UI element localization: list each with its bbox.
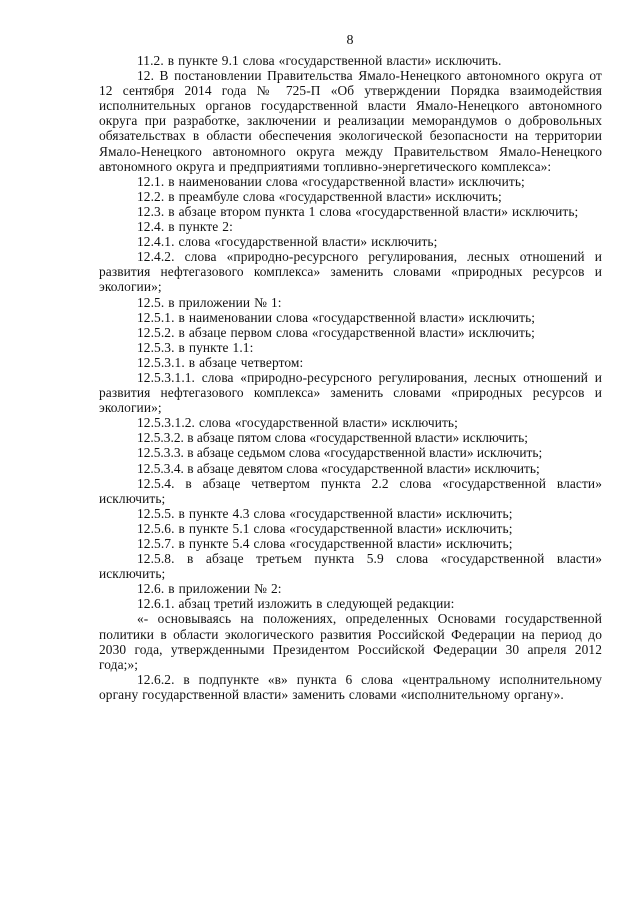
- paragraph-12-5-3-1-2: 12.5.3.1.2. слова «государственной власти» исключить;: [137, 415, 458, 431]
- paragraph-12-5-1: 12.5.1. в наименовании слова «государственной власти» исключить;: [137, 309, 536, 325]
- paragraph-12-5-3-3: 12.5.3.3. в абзаце седьмом слова «государственной власти» исключить;: [137, 445, 543, 461]
- paragraph-12-6: 12.6. в приложении № 2:: [137, 581, 282, 597]
- paragraph-12-5-7: 12.5.7. в пункте 5.4 слова «государственной власти» исключить;: [137, 536, 513, 551]
- paragraph-12-1: 12.1. в наименовании слова «государственной власти» исключить;: [137, 173, 525, 189]
- paragraph-12-5: 12.5. в приложении № 1:: [137, 294, 282, 310]
- paragraph-12-5-3: 12.5.3. в пункте 1.1:: [137, 339, 254, 355]
- paragraph-12-5-8: 12.5.8. в абзаце третьем пункта 5.9 слова «государственной власти» исключить;: [99, 551, 602, 582]
- document-body: [99, 53, 602, 702]
- paragraph-12-4-2: 12.4.2. слова «природно-ресурсного регулирования, лесных отношений и развития нефтегазового комплекса» заменить словами «природных ресурсов и экологии»;: [99, 249, 602, 295]
- paragraph-12-3: 12.3. в абзаце втором пункта 1 слова «государственной власти» исключить;: [137, 203, 579, 219]
- paragraph-12-5-3-1: 12.5.3.1. в абзаце четвертом:: [137, 354, 304, 370]
- paragraph-12-5-4: 12.5.4. в абзаце четвертом пункта 2.2 слова «государственной власти» исключить;: [99, 475, 602, 506]
- paragraph-12-5-5: 12.5.5. в пункте 4.3 слова «государственной власти» исключить;: [137, 505, 513, 521]
- paragraph-12-5-6: 12.5.6. в пункте 5.1 слова «государственной власти» исключить;: [137, 520, 513, 536]
- paragraph-11-2: 11.2. в пункте 9.1 слова «государственной власти» исключить.: [137, 53, 502, 68]
- paragraph-12-4-1: 12.4.1. слова «государственной власти» исключить;: [137, 234, 438, 250]
- paragraph-12-6-1: 12.6.1. абзац третий изложить в следующей редакции:: [137, 596, 455, 612]
- paragraph-12-2: 12.2. в преамбуле слова «государственной власти» исключить;: [137, 188, 502, 204]
- page-number: 8: [346, 33, 354, 48]
- paragraph-12-5-2: 12.5.2. в абзаце первом слова «государственной власти» исключить;: [137, 324, 535, 340]
- paragraph-12-5-3-1-1: 12.5.3.1.1. слова «природно-ресурсного регулирования, лесных отношений и развития нефтегазового комплекса» заменить словами «природных ресурсов и экологии»;: [99, 369, 602, 416]
- paragraph-12-5-3-4: 12.5.3.4. в абзаце девятом слова «государственной власти» исключить;: [137, 460, 540, 476]
- paragraph-quoted-text: «- основываясь на положениях, определенных Основами государственной политики в области экологического развития Российской Федерации на период до 2030 года, утвержденными Президентом Российской Федерации 30 апреля 2012 года;»;: [99, 611, 602, 672]
- paragraph-12-6-2: 12.6.2. в подпункте «в» пункта 6 слова «центральному исполнительному органу государственной власти» заменить словами «исполнительному органу».: [99, 671, 602, 702]
- paragraph-12: 12. В постановлении Правительства Ямало-Ненецкого автономного округа от 12 сентября 2014 года № 725-П «Об утверждении Порядка взаимодействия исполнительных органов государственной власти Ямало-Ненецкого автономного округа при разработке, заключении и реализации меморандумов о добровольных обязательствах в области обеспечения экологической безопасности на территории Ямало-Ненецкого автономного округа между Правительством Ямало-Ненецкого автономного округа и предприятиями топливно-энергетического комплекса»:: [99, 68, 602, 174]
- paragraph-12-5-3-2: 12.5.3.2. в абзаце пятом слова «государственной власти» исключить;: [137, 430, 528, 446]
- paragraph-12-4: 12.4. в пункте 2:: [137, 219, 233, 235]
